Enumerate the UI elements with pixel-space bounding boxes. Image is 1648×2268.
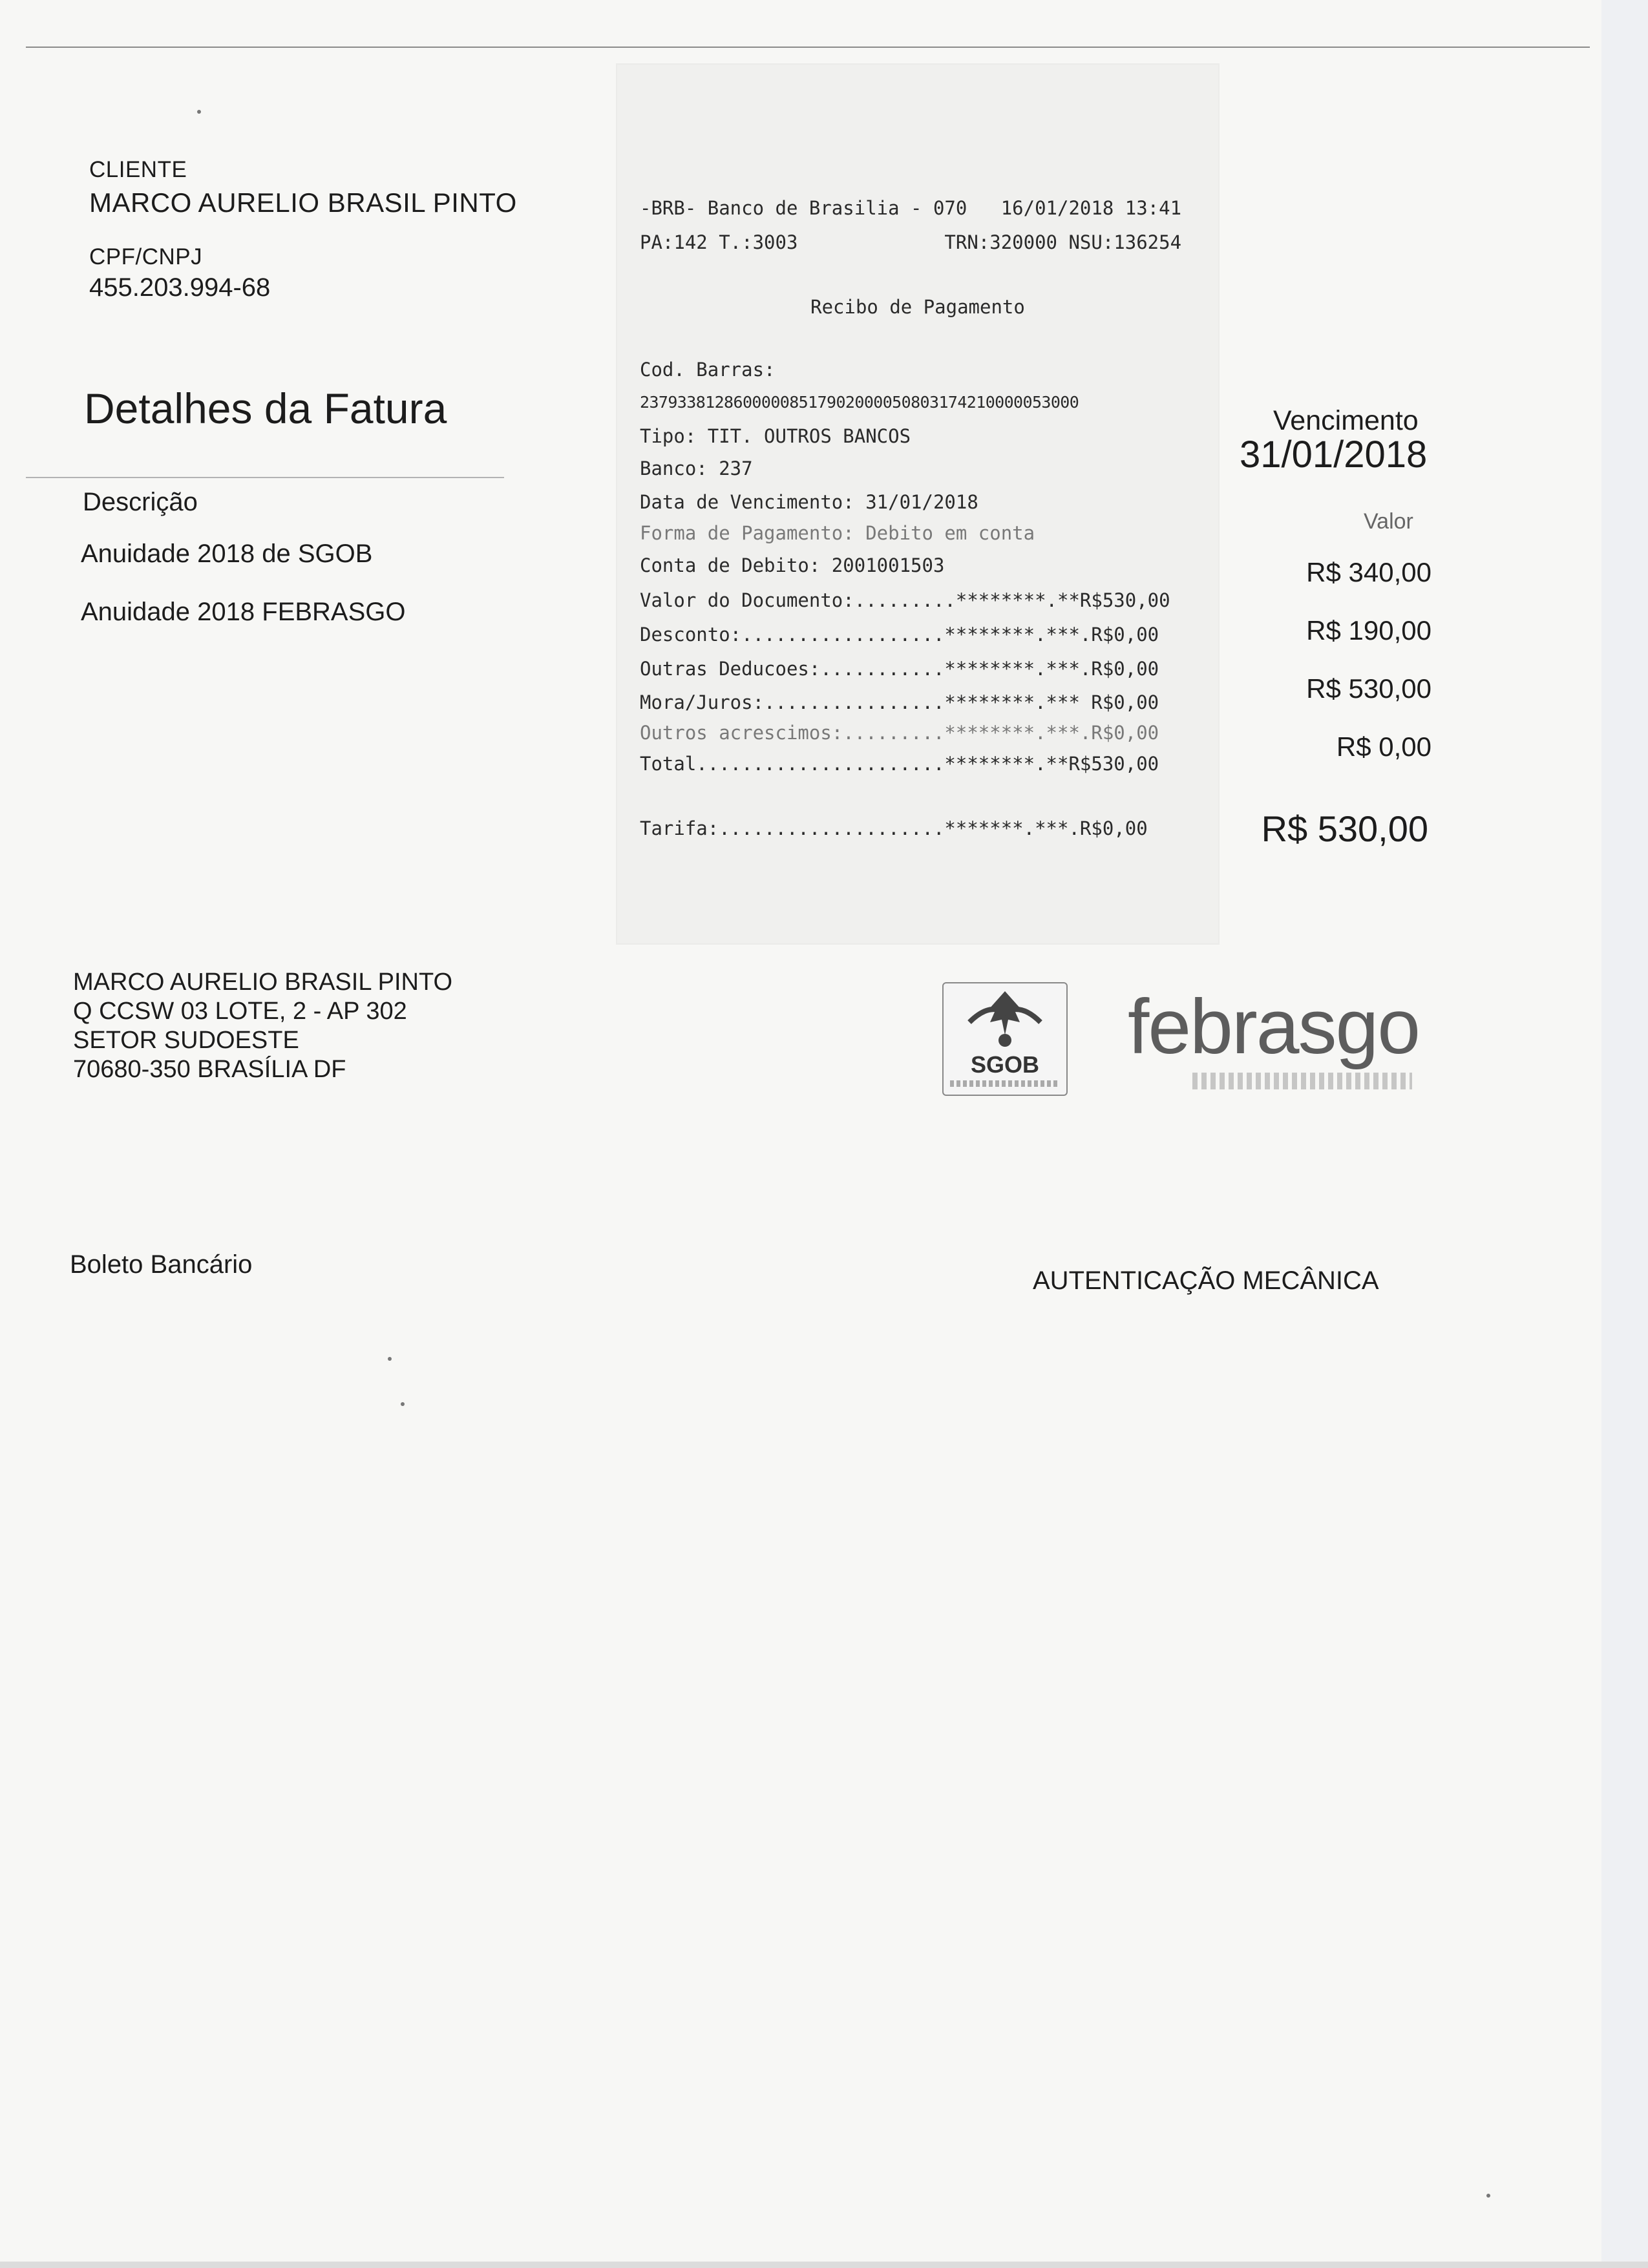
due-date: 31/01/2018 [1240,434,1428,476]
sgob-logo-text: SGOB [970,1051,1039,1078]
receipt-fee: Tarifa:....................*******.***.R$0,00 [640,817,1148,839]
receipt-header-line: -BRB- Banco de Brasilia - 070 16/01/2018 13:41 [640,197,1182,219]
receipt-document-value: Valor do Documento:.........********.**R$530,00 [640,589,1170,611]
item-value: R$ 340,00 [1306,557,1431,587]
receipt-discount: Desconto:..................********.***.R$0,00 [640,624,1159,646]
receipt-terminal-line: PA:142 T.:3003 TRN:320000 NSU:136254 [640,231,1182,253]
due-label: Vencimento [1273,405,1419,436]
address-line: Q CCSW 03 LOTE, 2 - AP 302 [73,998,407,1025]
cpf-value: 455.203.994-68 [89,273,271,302]
page-edge [1601,0,1648,2268]
description-label: Descrição [83,488,198,516]
receipt-additions: Outros acrescimos:.........********.***.R$0,00 [640,722,1159,744]
sgob-emblem-icon [944,983,1066,1055]
receipt-total: Total......................********.**R$530,00 [640,753,1159,775]
item-description: Anuidade 2018 FEBRASGO [81,598,406,626]
scan-speck [197,110,201,114]
page-title: Detalhes da Fatura [84,384,447,432]
total-value: R$ 530,00 [1261,808,1428,849]
sgob-logo [942,982,1068,1096]
receipt-payment-method: Forma de Pagamento: Debito em conta [640,522,1035,544]
authentication-label: AUTENTICAÇÃO MECÂNICA [1033,1266,1379,1295]
receipt-type: Tipo: TIT. OUTROS BANCOS [640,425,911,447]
top-rule [26,47,1590,48]
title-divider [26,477,504,478]
item-value: R$ 0,00 [1336,731,1431,762]
value-label: Valor [1364,509,1413,534]
item-value: R$ 190,00 [1306,615,1431,646]
receipt-title: Recibo de Pagamento [810,296,1025,318]
cpf-label: CPF/CNPJ [89,244,203,269]
receipt-bank: Banco: 237 [640,457,753,479]
payment-receipt [617,65,1218,943]
scan-speck [1486,2194,1490,2198]
boleto-label: Boleto Bancário [70,1250,253,1279]
receipt-due-date: Data de Vencimento: 31/01/2018 [640,491,978,513]
receipt-barcode: 23793381286000008517902000050803174210000053000 [640,393,1079,412]
febrasgo-logo [1128,982,1425,1098]
address-line: 70680-350 BRASÍLIA DF [73,1056,346,1083]
sgob-logo-subtitle [950,1080,1060,1087]
client-label: CLIENTE [89,157,187,182]
febrasgo-logo-subtitle [1192,1073,1412,1089]
item-description: Anuidade 2018 de SGOB [81,540,373,568]
bottom-edge [0,2262,1648,2268]
address-line: SETOR SUDOESTE [73,1027,299,1054]
scan-speck [401,1402,405,1406]
address-name: MARCO AURELIO BRASIL PINTO [73,969,453,996]
receipt-barcode-label: Cod. Barras: [640,359,776,381]
receipt-deductions: Outras Deducoes:...........********.***.R$0,00 [640,658,1159,680]
client-name: MARCO AURELIO BRASIL PINTO [89,187,517,218]
scan-speck [388,1357,392,1361]
item-value: R$ 530,00 [1306,673,1431,704]
receipt-interest: Mora/Juros:................********.*** R$0,00 [640,691,1159,713]
mailing-address [73,968,452,1084]
receipt-debit-account: Conta de Debito: 2001001503 [640,554,945,576]
febrasgo-logo-text: febrasgo [1128,983,1419,1070]
